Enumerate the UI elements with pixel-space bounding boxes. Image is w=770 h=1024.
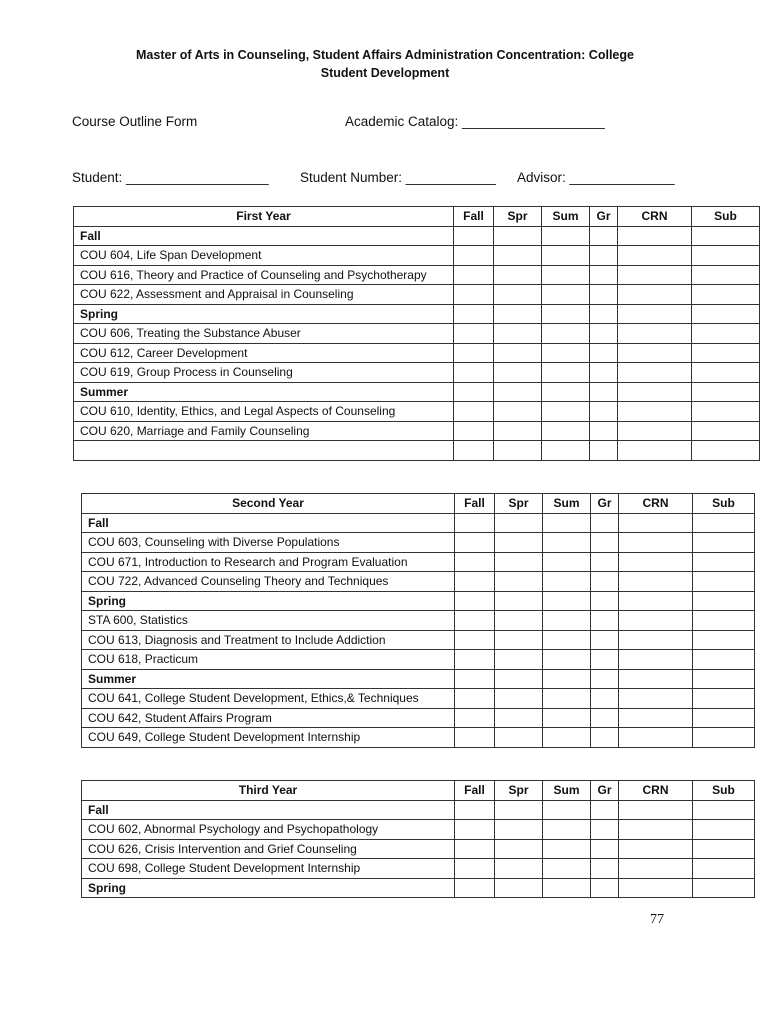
entry-cell-spr[interactable] [494, 246, 542, 266]
course-row [74, 441, 760, 461]
entry-cell-sub[interactable] [692, 324, 760, 344]
entry-cell-spr[interactable] [495, 728, 543, 748]
course-name [74, 441, 454, 461]
entry-cell-gr[interactable] [591, 708, 619, 728]
course-name: COU 603, Counseling with Diverse Populations [82, 533, 455, 553]
entry-cell-spr[interactable] [494, 304, 542, 324]
third-year-table [81, 780, 755, 898]
term-row [82, 669, 755, 689]
course-row [74, 343, 760, 363]
entry-cell-sum[interactable] [543, 630, 591, 650]
entry-cell-sub[interactable] [692, 246, 760, 266]
entry-cell-sub[interactable] [692, 382, 760, 402]
entry-cell-gr[interactable] [590, 226, 618, 246]
entry-cell-fall[interactable] [455, 820, 495, 840]
entry-cell-crn[interactable] [618, 304, 692, 324]
entry-cell-crn[interactable] [619, 859, 693, 879]
term-label: Summer [82, 669, 455, 689]
entry-cell-crn[interactable] [619, 839, 693, 859]
entry-cell-gr[interactable] [591, 820, 619, 840]
entry-cell-sub[interactable] [693, 533, 755, 553]
entry-cell-fall[interactable] [455, 513, 495, 533]
entry-cell-gr[interactable] [590, 402, 618, 422]
entry-cell-sum[interactable] [543, 513, 591, 533]
entry-cell-fall[interactable] [454, 441, 494, 461]
entry-cell-sub[interactable] [693, 630, 755, 650]
course-row [82, 552, 755, 572]
entry-cell-gr[interactable] [591, 572, 619, 592]
term-label: Fall [82, 800, 455, 820]
column-header-sub: Sub [693, 494, 755, 514]
entry-cell-spr[interactable] [495, 669, 543, 689]
entry-cell-sum[interactable] [542, 304, 590, 324]
column-header-fall: Fall [454, 207, 494, 227]
entry-cell-gr[interactable] [591, 630, 619, 650]
entry-cell-sum[interactable] [543, 669, 591, 689]
entry-cell-crn[interactable] [618, 382, 692, 402]
entry-cell-fall[interactable] [455, 533, 495, 553]
entry-cell-crn[interactable] [618, 226, 692, 246]
course-row [74, 265, 760, 285]
entry-cell-sum[interactable] [542, 441, 590, 461]
student-number-field[interactable]: Student Number: ____________ [300, 170, 496, 185]
page-number: 77 [650, 912, 664, 927]
student-field[interactable]: Student: ___________________ [72, 170, 269, 185]
course-row [82, 611, 755, 631]
entry-cell-sub[interactable] [693, 839, 755, 859]
entry-cell-spr[interactable] [494, 382, 542, 402]
entry-cell-gr[interactable] [591, 728, 619, 748]
entry-cell-crn[interactable] [619, 591, 693, 611]
entry-cell-gr[interactable] [591, 669, 619, 689]
entry-cell-spr[interactable] [495, 630, 543, 650]
title-line-1: Master of Arts in Counseling, Student Affairs Administration Concentration: College [136, 48, 634, 62]
entry-cell-crn[interactable] [619, 513, 693, 533]
entry-cell-spr[interactable] [495, 800, 543, 820]
table-header-row [74, 207, 760, 227]
course-name: COU 612, Career Development [74, 343, 454, 363]
entry-cell-sub[interactable] [692, 421, 760, 441]
entry-cell-sub[interactable] [693, 859, 755, 879]
entry-cell-sub[interactable] [693, 611, 755, 631]
entry-cell-sub[interactable] [692, 402, 760, 422]
entry-cell-fall[interactable] [455, 878, 495, 898]
entry-cell-crn[interactable] [619, 708, 693, 728]
entry-cell-sub[interactable] [693, 689, 755, 709]
entry-cell-gr[interactable] [590, 285, 618, 305]
second-year-table [81, 493, 755, 748]
entry-cell-sub[interactable] [693, 552, 755, 572]
entry-cell-sum[interactable] [543, 820, 591, 840]
entry-cell-sum[interactable] [542, 246, 590, 266]
entry-cell-fall[interactable] [455, 669, 495, 689]
entry-cell-sum[interactable] [543, 591, 591, 611]
course-name: COU 613, Diagnosis and Treatment to Include Addiction [82, 630, 455, 650]
entry-cell-fall[interactable] [455, 728, 495, 748]
entry-cell-crn[interactable] [619, 533, 693, 553]
course-name: COU 619, Group Process in Counseling [74, 363, 454, 383]
entry-cell-sum[interactable] [542, 324, 590, 344]
entry-cell-sub[interactable] [693, 669, 755, 689]
course-row [74, 402, 760, 422]
entry-cell-gr[interactable] [590, 324, 618, 344]
entry-cell-sum[interactable] [543, 800, 591, 820]
entry-cell-crn[interactable] [618, 285, 692, 305]
term-label: Spring [74, 304, 454, 324]
entry-cell-crn[interactable] [619, 800, 693, 820]
entry-cell-sum[interactable] [543, 552, 591, 572]
entry-cell-fall[interactable] [455, 552, 495, 572]
course-name: COU 626, Crisis Intervention and Grief Counseling [82, 839, 455, 859]
course-row [74, 285, 760, 305]
entry-cell-fall[interactable] [454, 304, 494, 324]
entry-cell-fall[interactable] [454, 265, 494, 285]
entry-cell-fall[interactable] [455, 611, 495, 631]
entry-cell-gr[interactable] [590, 363, 618, 383]
entry-cell-gr[interactable] [590, 421, 618, 441]
course-row [74, 324, 760, 344]
year-title: Third Year [82, 781, 455, 801]
course-name: COU 616, Theory and Practice of Counseling and Psychotherapy [74, 265, 454, 285]
course-name: COU 604, Life Span Development [74, 246, 454, 266]
entry-cell-spr[interactable] [495, 650, 543, 670]
entry-cell-sub[interactable] [693, 878, 755, 898]
entry-cell-gr[interactable] [591, 800, 619, 820]
first-year-table [73, 206, 760, 461]
column-header-sum: Sum [543, 781, 591, 801]
course-name: COU 649, College Student Development Internship [82, 728, 455, 748]
year-title: Second Year [82, 494, 455, 514]
entry-cell-gr[interactable] [590, 246, 618, 266]
entry-cell-sub[interactable] [693, 728, 755, 748]
entry-cell-spr[interactable] [494, 363, 542, 383]
entry-cell-gr[interactable] [591, 611, 619, 631]
column-header-fall: Fall [455, 494, 495, 514]
entry-cell-gr[interactable] [591, 878, 619, 898]
course-name: COU 618, Practicum [82, 650, 455, 670]
entry-cell-sum[interactable] [543, 839, 591, 859]
entry-cell-sub[interactable] [692, 441, 760, 461]
year-title: First Year [74, 207, 454, 227]
course-row [74, 421, 760, 441]
entry-cell-spr[interactable] [494, 285, 542, 305]
entry-cell-sum[interactable] [542, 343, 590, 363]
entry-cell-sum[interactable] [542, 285, 590, 305]
entry-cell-sub[interactable] [693, 708, 755, 728]
entry-cell-sub[interactable] [692, 226, 760, 246]
course-name: COU 722, Advanced Counseling Theory and Techniques [82, 572, 455, 592]
entry-cell-spr[interactable] [494, 441, 542, 461]
entry-cell-spr[interactable] [495, 611, 543, 631]
course-name: COU 602, Abnormal Psychology and Psychopathology [82, 820, 455, 840]
entry-cell-sub[interactable] [693, 572, 755, 592]
entry-cell-crn[interactable] [618, 265, 692, 285]
entry-cell-fall[interactable] [454, 363, 494, 383]
entry-cell-spr[interactable] [495, 513, 543, 533]
course-row [74, 363, 760, 383]
term-row [82, 878, 755, 898]
entry-cell-spr[interactable] [494, 324, 542, 344]
course-row [82, 839, 755, 859]
title-line-2: Student Development [320, 66, 450, 80]
column-header-sub: Sub [693, 781, 755, 801]
entry-cell-sub[interactable] [693, 800, 755, 820]
term-label: Fall [74, 226, 454, 246]
entry-cell-sub[interactable] [692, 343, 760, 363]
course-name: COU 698, College Student Development Internship [82, 859, 455, 879]
entry-cell-crn[interactable] [619, 611, 693, 631]
column-header-sum: Sum [542, 207, 590, 227]
entry-cell-sub[interactable] [692, 363, 760, 383]
entry-cell-spr[interactable] [495, 572, 543, 592]
entry-cell-crn[interactable] [618, 421, 692, 441]
entry-cell-crn[interactable] [618, 246, 692, 266]
entry-cell-gr[interactable] [591, 859, 619, 879]
entry-cell-sum[interactable] [542, 363, 590, 383]
entry-cell-crn[interactable] [619, 689, 693, 709]
entry-cell-crn[interactable] [618, 324, 692, 344]
term-label: Spring [82, 591, 455, 611]
entry-cell-fall[interactable] [455, 689, 495, 709]
term-row [74, 226, 760, 246]
column-header-crn: CRN [618, 207, 692, 227]
entry-cell-sum[interactable] [543, 708, 591, 728]
entry-cell-crn[interactable] [618, 441, 692, 461]
entry-cell-gr[interactable] [591, 689, 619, 709]
entry-cell-gr[interactable] [591, 839, 619, 859]
entry-cell-sum[interactable] [542, 382, 590, 402]
course-row [82, 650, 755, 670]
entry-cell-crn[interactable] [619, 630, 693, 650]
entry-cell-spr[interactable] [495, 591, 543, 611]
entry-cell-fall[interactable] [455, 591, 495, 611]
entry-cell-fall[interactable] [454, 324, 494, 344]
course-name: COU 671, Introduction to Research and Program Evaluation [82, 552, 455, 572]
table-header-row [82, 494, 755, 514]
column-header-spr: Spr [495, 781, 543, 801]
entry-cell-spr[interactable] [495, 839, 543, 859]
entry-cell-sum[interactable] [542, 226, 590, 246]
course-name: COU 642, Student Affairs Program [82, 708, 455, 728]
entry-cell-gr[interactable] [591, 552, 619, 572]
term-row [74, 382, 760, 402]
entry-cell-fall[interactable] [455, 630, 495, 650]
entry-cell-spr[interactable] [495, 820, 543, 840]
entry-cell-sub[interactable] [693, 650, 755, 670]
entry-cell-fall[interactable] [455, 800, 495, 820]
course-row [82, 533, 755, 553]
course-name: COU 610, Identity, Ethics, and Legal Aspects of Counseling [74, 402, 454, 422]
course-name: STA 600, Statistics [82, 611, 455, 631]
course-name: COU 620, Marriage and Family Counseling [74, 421, 454, 441]
entry-cell-sub[interactable] [692, 285, 760, 305]
entry-cell-sub[interactable] [692, 304, 760, 324]
course-row [82, 708, 755, 728]
entry-cell-crn[interactable] [619, 669, 693, 689]
entry-cell-spr[interactable] [494, 265, 542, 285]
entry-cell-crn[interactable] [618, 363, 692, 383]
entry-cell-crn[interactable] [619, 878, 693, 898]
entry-cell-sum[interactable] [543, 878, 591, 898]
entry-cell-fall[interactable] [455, 839, 495, 859]
entry-cell-sum[interactable] [543, 689, 591, 709]
entry-cell-fall[interactable] [454, 226, 494, 246]
entry-cell-crn[interactable] [619, 650, 693, 670]
entry-cell-crn[interactable] [619, 820, 693, 840]
entry-cell-crn[interactable] [619, 572, 693, 592]
entry-cell-fall[interactable] [455, 572, 495, 592]
term-label: Spring [82, 878, 455, 898]
table-header-row [82, 781, 755, 801]
entry-cell-gr[interactable] [591, 533, 619, 553]
term-row [74, 304, 760, 324]
entry-cell-spr[interactable] [495, 689, 543, 709]
entry-cell-spr[interactable] [494, 421, 542, 441]
course-row [74, 246, 760, 266]
entry-cell-gr[interactable] [591, 513, 619, 533]
entry-cell-sum[interactable] [543, 611, 591, 631]
entry-cell-spr[interactable] [495, 708, 543, 728]
entry-cell-gr[interactable] [590, 265, 618, 285]
course-name: COU 606, Treating the Substance Abuser [74, 324, 454, 344]
entry-cell-spr[interactable] [495, 552, 543, 572]
term-row [82, 591, 755, 611]
entry-cell-crn[interactable] [619, 728, 693, 748]
entry-cell-sum[interactable] [542, 421, 590, 441]
column-header-crn: CRN [619, 494, 693, 514]
advisor-field[interactable]: Advisor: ______________ [517, 170, 675, 185]
column-header-crn: CRN [619, 781, 693, 801]
column-header-sum: Sum [543, 494, 591, 514]
term-label: Fall [82, 513, 455, 533]
course-row [82, 859, 755, 879]
entry-cell-sum[interactable] [542, 265, 590, 285]
entry-cell-sum[interactable] [542, 402, 590, 422]
entry-cell-spr[interactable] [494, 226, 542, 246]
entry-cell-spr[interactable] [495, 878, 543, 898]
entry-cell-fall[interactable] [455, 708, 495, 728]
entry-cell-sum[interactable] [543, 728, 591, 748]
column-header-gr: Gr [590, 207, 618, 227]
entry-cell-crn[interactable] [619, 552, 693, 572]
column-header-spr: Spr [495, 494, 543, 514]
entry-cell-sum[interactable] [543, 533, 591, 553]
entry-cell-gr[interactable] [591, 650, 619, 670]
entry-cell-crn[interactable] [618, 402, 692, 422]
entry-cell-fall[interactable] [454, 285, 494, 305]
column-header-spr: Spr [494, 207, 542, 227]
course-row [82, 572, 755, 592]
column-header-fall: Fall [455, 781, 495, 801]
column-header-gr: Gr [591, 494, 619, 514]
entry-cell-fall[interactable] [455, 650, 495, 670]
column-header-gr: Gr [591, 781, 619, 801]
entry-cell-gr[interactable] [590, 382, 618, 402]
entry-cell-spr[interactable] [495, 859, 543, 879]
course-name: COU 641, College Student Development, Ethics,& Techniques [82, 689, 455, 709]
term-row [82, 800, 755, 820]
entry-cell-sum[interactable] [543, 859, 591, 879]
form-label: Course Outline Form [72, 114, 198, 129]
term-label: Summer [74, 382, 454, 402]
entry-cell-spr[interactable] [494, 402, 542, 422]
entry-cell-gr[interactable] [590, 441, 618, 461]
document-title [60, 46, 710, 82]
entry-cell-fall[interactable] [454, 382, 494, 402]
entry-cell-fall[interactable] [454, 402, 494, 422]
entry-cell-sub[interactable] [693, 591, 755, 611]
course-name: COU 622, Assessment and Appraisal in Counseling [74, 285, 454, 305]
entry-cell-crn[interactable] [618, 343, 692, 363]
entry-cell-gr[interactable] [591, 591, 619, 611]
entry-cell-spr[interactable] [494, 343, 542, 363]
column-header-sub: Sub [692, 207, 760, 227]
catalog-field[interactable]: Academic Catalog: ___________________ [345, 114, 605, 129]
entry-cell-sum[interactable] [543, 650, 591, 670]
entry-cell-sum[interactable] [543, 572, 591, 592]
term-row [82, 513, 755, 533]
entry-cell-sub[interactable] [692, 265, 760, 285]
entry-cell-sub[interactable] [693, 513, 755, 533]
entry-cell-fall[interactable] [454, 246, 494, 266]
course-row [82, 630, 755, 650]
entry-cell-spr[interactable] [495, 533, 543, 553]
course-row [82, 820, 755, 840]
entry-cell-fall[interactable] [455, 859, 495, 879]
entry-cell-gr[interactable] [590, 343, 618, 363]
entry-cell-fall[interactable] [454, 343, 494, 363]
course-row [82, 728, 755, 748]
entry-cell-gr[interactable] [590, 304, 618, 324]
entry-cell-sub[interactable] [693, 820, 755, 840]
course-row [82, 689, 755, 709]
entry-cell-fall[interactable] [454, 421, 494, 441]
